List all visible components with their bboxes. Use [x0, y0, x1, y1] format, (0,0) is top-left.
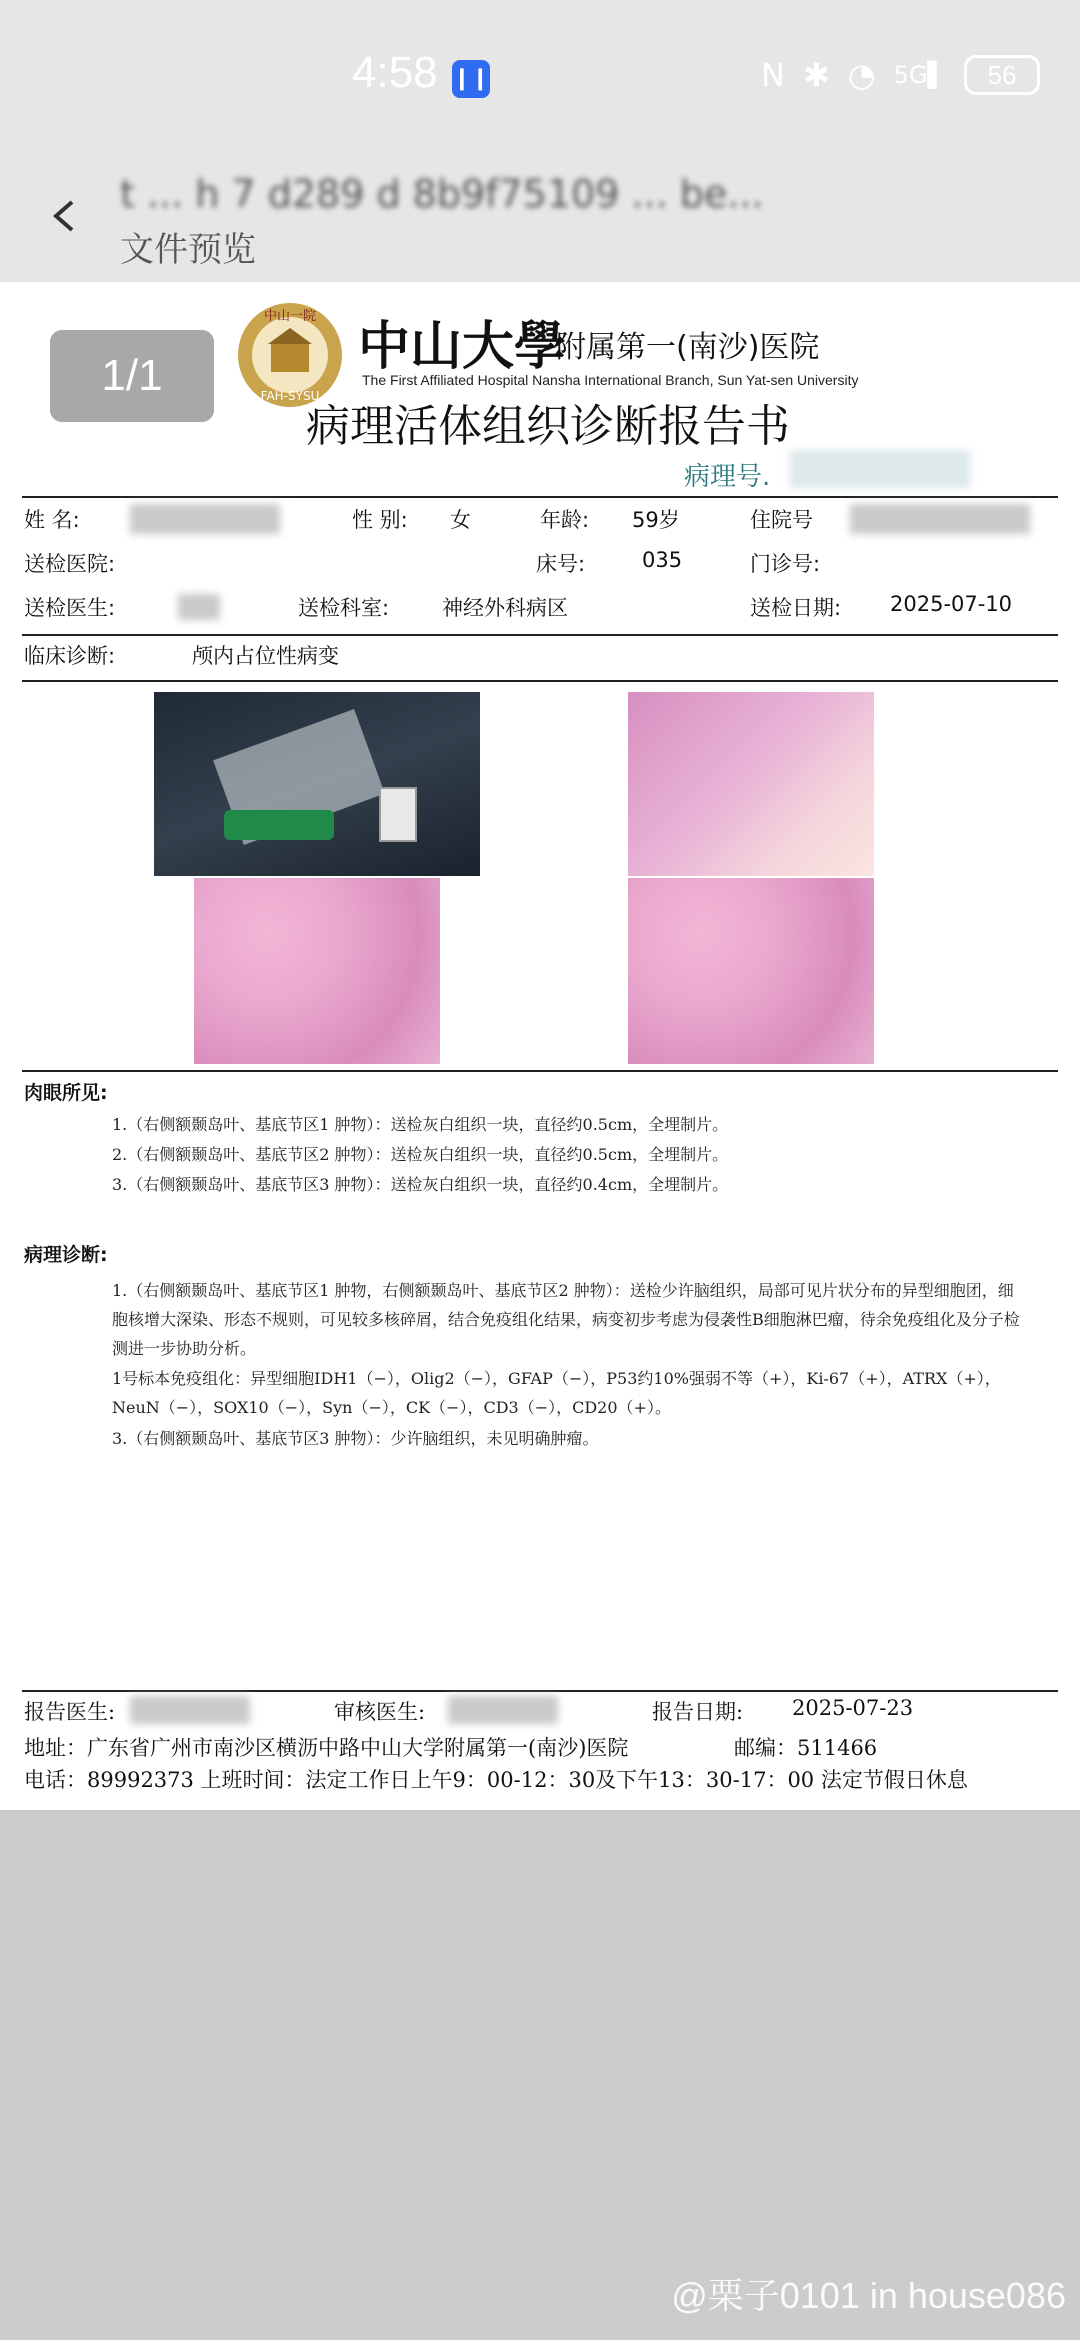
- bluetooth-icon: ✱: [802, 56, 830, 94]
- svg-text:FAH-SYSU: FAH-SYSU: [260, 389, 320, 403]
- gross-finding-item: 1.（右侧额颞岛叶、基底节区1 肿物）：送检灰白组织一块，直径约0.5cm，全埋制片。: [112, 1115, 729, 1134]
- wifi-icon: ◔: [847, 56, 876, 94]
- histology-image: [628, 692, 874, 876]
- status-bar: [0, 0, 1080, 150]
- report-date-value: 2025-07-23: [792, 1696, 914, 1720]
- pathology-number-redacted: [790, 450, 970, 488]
- divider: [22, 1690, 1058, 1692]
- hospital-label: 送检医院:: [24, 552, 116, 576]
- hospital-address: 地址：广东省广州市南沙区横沥中路中山大学附属第一(南沙)医院: [24, 1736, 629, 1760]
- gross-specimen-photo: [154, 692, 480, 876]
- file-name: t ... h 7 d289 d 8b9f75109 ... be...: [120, 172, 764, 216]
- gross-finding-item: 2.（右侧额颞岛叶、基底节区2 肿物）：送检灰白组织一块，直径约0.5cm，全埋制片。: [112, 1145, 729, 1164]
- status-clock: 4:58: [352, 48, 438, 97]
- date-label: 送检日期:: [750, 596, 842, 620]
- hospital-branch: 附属第一(南沙)医院: [556, 330, 820, 365]
- dept-value: 神经外科病区: [442, 596, 568, 620]
- diagnosis-title: 病理诊断:: [24, 1244, 108, 1266]
- age-label: 年龄:: [540, 508, 590, 532]
- divider: [22, 1070, 1058, 1072]
- histology-image: [628, 878, 874, 1064]
- inpatient-label: 住院号: [750, 508, 813, 532]
- hospital-postcode: 邮编：511466: [734, 1736, 878, 1760]
- outpatient-label: 门诊号:: [750, 552, 821, 576]
- nfc-icon: N: [761, 56, 785, 94]
- divider: [22, 680, 1058, 682]
- report-title: 病理活体组织诊断报告书: [306, 401, 790, 452]
- reviewer-redacted: [448, 1696, 558, 1724]
- reporter-label: 报告医生:: [24, 1700, 116, 1724]
- gross-finding-item: 3.（右侧额颞岛叶、基底节区3 肿物）：送检灰白组织一块，直径约0.4cm，全埋制片。: [112, 1175, 729, 1194]
- name-redacted: [130, 504, 280, 534]
- sex-value: 女: [450, 508, 471, 532]
- hospital-english-name: The First Affiliated Hospital Nansha International Branch, Sun Yat-sen University: [362, 372, 859, 388]
- report-date-label: 报告日期:: [652, 1700, 744, 1724]
- diagnosis-item: 3.（右侧额颞岛叶、基底节区3 肿物）：少许脑组织，未见明确肿瘤。: [112, 1429, 599, 1448]
- pathology-number-label: 病理号.: [684, 462, 771, 492]
- title-bar: [0, 150, 1080, 282]
- gross-findings-title: 肉眼所见:: [24, 1082, 108, 1104]
- clinical-label: 临床诊断:: [24, 644, 116, 668]
- sex-label: 性 别:: [352, 508, 408, 532]
- diagnosis-item: 1.（右侧额颞岛叶、基底节区1 肿物，右侧额颞岛叶、基底节区2 肿物）：送检少许脑组织，局部可见片状分布的异型细胞团，细胞核增大深染、形态不规则，可见较多核碎屑，结合免疫组化结果，病变初步考虑为侵袭性B细胞淋巴瘤，待余免疫组化及分子检测进一步协助分析。: [112, 1281, 1020, 1358]
- battery-icon: 56: [964, 55, 1040, 95]
- watermark: @栗子0101 in house086: [671, 2275, 1066, 2316]
- back-arrow-icon[interactable]: [48, 198, 84, 234]
- 5g-signal-icon: 5G▌: [893, 61, 946, 89]
- doctor-redacted: [178, 594, 220, 620]
- bed-label: 床号:: [536, 552, 586, 576]
- date-value: 2025-07-10: [890, 592, 1013, 616]
- age-value: 59岁: [632, 508, 680, 532]
- hospital-phone-hours: 电话：89992373 上班时间：法定工作日上午9：00-12：30及下午13：30-17：00 法定节假日休息: [24, 1768, 968, 1792]
- divider: [22, 634, 1058, 636]
- reporter-redacted: [130, 1696, 250, 1724]
- histology-image: [194, 878, 440, 1064]
- inpatient-redacted: [850, 504, 1030, 534]
- dept-label: 送检科室:: [298, 596, 390, 620]
- divider: [22, 496, 1058, 498]
- page-subtitle: 文件预览: [120, 230, 256, 270]
- bed-value: 035: [642, 548, 683, 572]
- svg-text:中山一院: 中山一院: [263, 309, 317, 324]
- doctor-label: 送检医生:: [24, 596, 116, 620]
- name-label: 姓 名:: [24, 508, 80, 532]
- status-icons: [761, 55, 1040, 95]
- page-indicator: 1/1: [50, 330, 214, 422]
- clinical-value: 颅内占位性病变: [192, 644, 339, 668]
- diagnosis-item: 1号标本免疫组化：异型细胞IDH1（−），Olig2（−），GFAP（−），P53约10%强弱不等（+），Ki-67（+），ATRX（+），NeuN（−），SOX10（−），Syn（−），CK（−），CD3（−），CD20（+）。: [112, 1369, 1001, 1417]
- hospital-name: 中山大學: [358, 316, 567, 377]
- voice-activity-icon: ❙❙: [452, 60, 490, 98]
- reviewer-label: 审核医生:: [334, 1700, 426, 1724]
- document-page[interactable]: [0, 282, 1080, 1810]
